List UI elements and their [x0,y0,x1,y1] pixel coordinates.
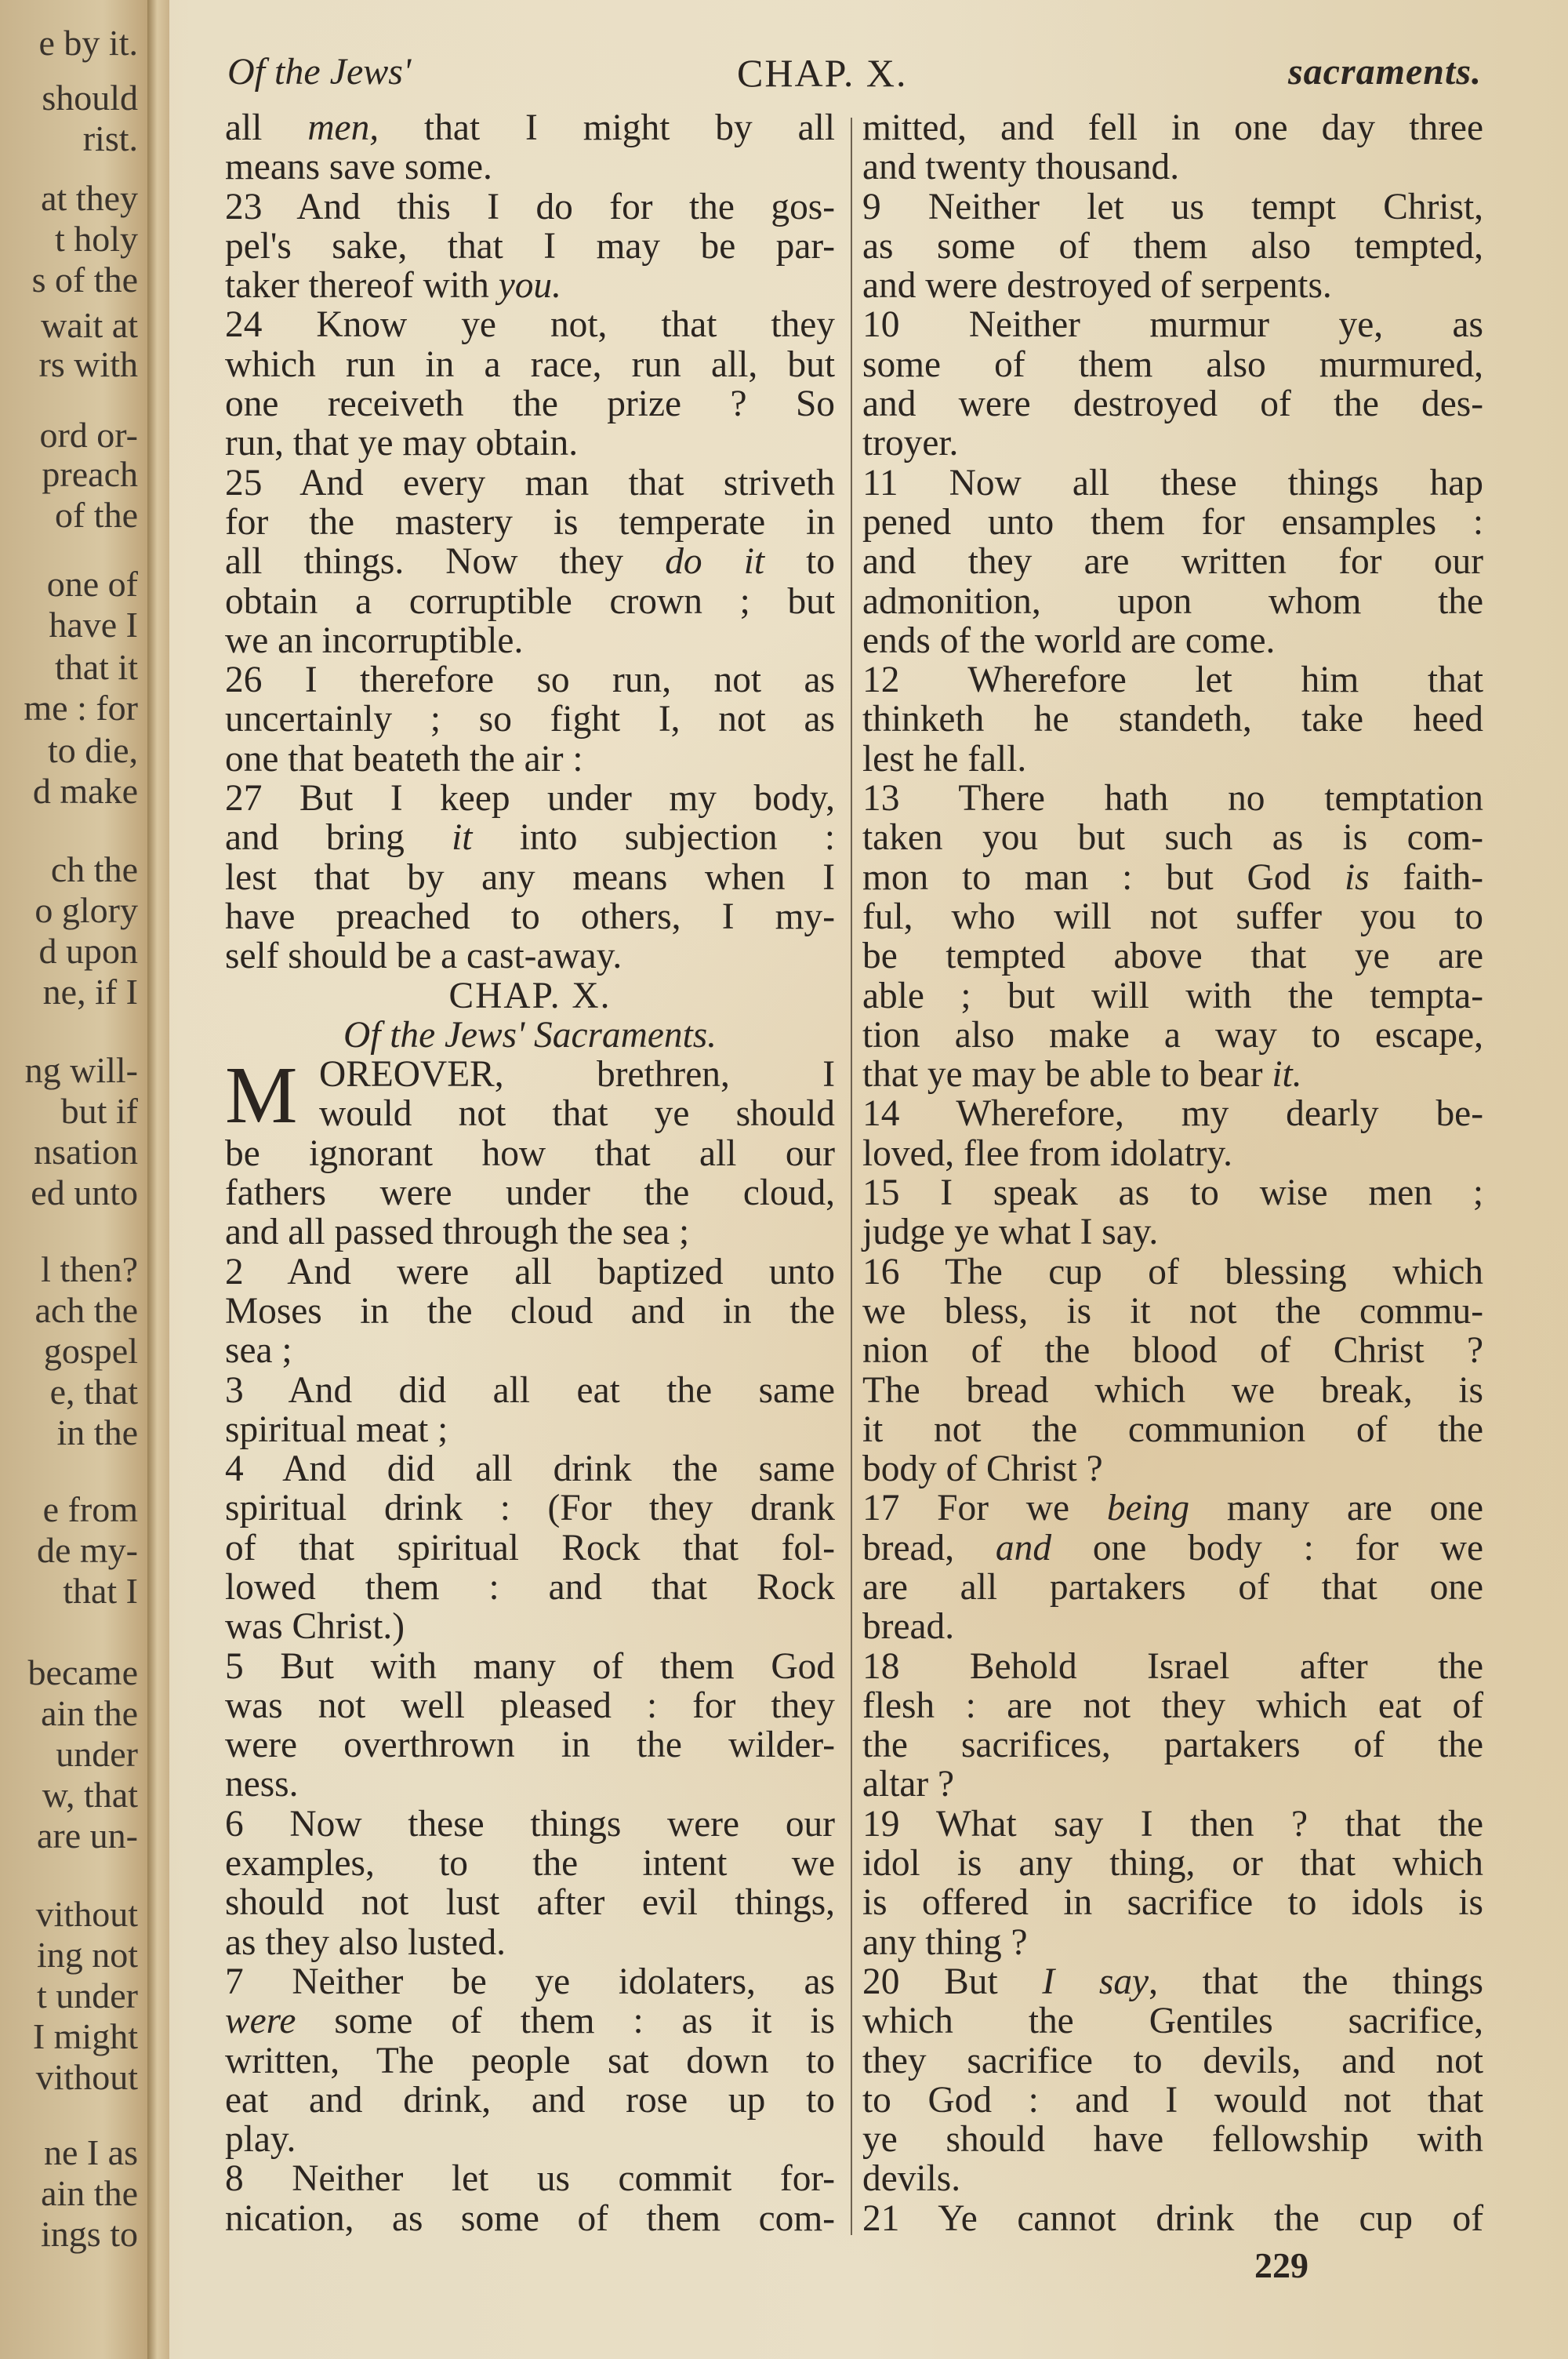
previous-page-line: t holy [54,219,138,259]
previous-page-line: ings to [41,2214,138,2254]
previous-page-line: w, that [42,1775,138,1815]
text-line: ful, who will not suffer you to [862,896,1483,937]
text-line: thinketh he standeth, take heed [862,699,1483,740]
text-line: 8 Neither let us commit for- [225,2158,835,2200]
previous-page-line: s of the [31,260,138,300]
text-line: and were destroyed of the des- [862,383,1483,425]
drop-cap: M [225,1050,298,1141]
previous-page-line: ne I as [43,2132,138,2172]
book-gutter [147,0,169,2359]
text-line: judge ye what I say. [862,1212,1159,1253]
previous-page-line: in the [56,1412,138,1452]
text-line: eat and drink, and rose up to [225,2079,835,2121]
previous-page-line: preach [42,454,138,494]
text-line: 9 Neither let us tempt Christ, [862,186,1483,227]
previous-page-line: d upon [38,931,138,971]
text-line: is offered in sacrifice to idols is [862,1882,1483,1924]
text-line: body of Christ ? [862,1448,1103,1490]
previous-page-line: e, that [49,1372,138,1412]
text-line: 21 Ye cannot drink the cup of [862,2197,1483,2239]
left-column [225,108,835,2238]
page-number: 229 [1254,2245,1308,2285]
text-line: altar ? [862,1764,955,1805]
text-line: The bread which we break, is [862,1369,1483,1411]
text-line: all men, that I might by all [225,107,835,148]
text-line: they sacrifice to devils, and not [862,2040,1483,2081]
text-line: 26 I therefore so run, not as [225,660,835,701]
text-line: be tempted above that ye are [862,936,1483,977]
text-line: 12 Wherefore let him that [862,660,1483,701]
text-line: able ; but will with the tempta- [862,975,1483,1016]
previous-page-line: under [56,1734,138,1774]
text-line: mitted, and fell in one day three [862,107,1483,148]
text-line: lowed them : and that Rock [225,1566,835,1608]
text-line: 14 Wherefore, my dearly be- [862,1093,1483,1135]
text-line: the sacrifices, partakers of the [862,1725,1483,1766]
text-line: examples, to the intent we [225,1843,835,1885]
column-rule [851,118,852,2235]
text-line: pel's sake, that I may be par- [225,225,835,267]
chapter-heading: CHAP. X. [448,975,612,1016]
text-line: have preached to others, I my- [225,896,835,937]
previous-page-line: rist. [82,118,138,158]
text-line: nion of the blood of Christ ? [862,1330,1483,1372]
text-line: of that spiritual Rock that fol- [225,1527,835,1568]
previous-page-line: ne, if I [42,972,138,1012]
previous-page-line: t under [36,1976,138,2016]
text-line: Moses in the cloud and in the [225,1290,835,1332]
text-line: 2 And were all baptized unto [225,1251,835,1292]
previous-page-line: e from [42,1489,138,1529]
previous-page-line: de my- [36,1530,138,1570]
text-line: was Christ.) [225,1606,405,1648]
text-line: 11 Now all these things hap [862,462,1483,503]
text-line: 3 And did all eat the same [225,1369,835,1411]
text-line: all things. Now they do it to [225,541,835,583]
text-line: that ye may be able to bear it. [862,1054,1302,1096]
text-line: 24 Know ye not, that they [225,304,835,346]
text-line: we an incorruptible. [225,620,524,661]
previous-page-line: but if [60,1091,138,1131]
previous-page-line: ch the [50,849,138,889]
text-line: 20 But I say, that the things [862,1961,1483,2002]
previous-page-line: are un- [37,1816,138,1856]
previous-page-line: became [27,1652,138,1692]
text-line: ness. [225,1764,299,1805]
chapter-subtitle: Of the Jews' Sacraments. [343,1014,717,1056]
text-line: 18 Behold Israel after the [862,1645,1483,1687]
text-line: troyer. [862,423,959,464]
previous-page-line: l then? [41,1249,138,1289]
text-line: ends of the world are come. [862,620,1276,661]
text-line: as they also lusted. [225,1921,506,1963]
text-line: to God : and I would not that [862,2079,1483,2121]
previous-page-line: at they [41,178,138,218]
text-line: for the mastery is temperate in [225,501,835,543]
previous-page-line: to die, [48,730,138,770]
text-line: taker thereof with you. [225,265,561,307]
text-line: admonition, upon whom the [862,580,1483,622]
text-line: 13 There hath no temptation [862,778,1483,820]
text-line: uncertainly ; so fight I, not as [225,699,835,740]
previous-page-line: have I [49,605,138,645]
text-line: 19 What say I then ? that the [862,1803,1483,1845]
previous-page-line: wait at [41,305,138,345]
text-line: means save some. [225,147,492,188]
text-line: nication, as some of them com- [225,2197,835,2239]
previous-page-line: vithout [35,1894,138,1934]
text-line: 7 Neither be ye idolaters, as [225,1961,835,2002]
text-line: 27 But I keep under my body, [225,778,835,820]
text-line: tion also make a way to escape, [862,1014,1483,1056]
text-line: flesh : are not they which eat of [862,1685,1483,1726]
text-line: idol is any thing, or that which [862,1843,1483,1885]
text-line: devils. [862,2158,961,2200]
text-line: run, that ye may obtain. [225,423,579,464]
previous-page-line: should [42,78,138,118]
previous-page-line: d make [32,771,138,811]
text-line: written, The people sat down to [225,2040,835,2081]
previous-page-line: ord or- [39,415,138,455]
running-title-left: Of the Jews' [227,51,412,93]
text-line: which the Gentiles sacrifice, [862,2001,1483,2042]
text-line: 10 Neither murmur ye, as [862,304,1483,346]
previous-page-line: I might [32,2016,138,2056]
text-line: mon to man : but God is faith- [862,856,1483,898]
text-line: bread, and one body : for we [862,1527,1483,1568]
text-line: pened unto them for ensamples : [862,501,1483,543]
text-line: bread. [862,1606,955,1648]
text-line: one that beateth the air : [225,738,583,780]
text-line: loved, flee from idolatry. [862,1132,1232,1174]
previous-page-line: gospel [43,1331,138,1371]
text-line: self should be a cast-away. [225,936,622,977]
text-line: some of them also murmured, [862,343,1483,385]
text-line: as some of them also tempted, [862,225,1483,267]
text-line: was not well pleased : for they [225,1685,835,1726]
text-line: should not lust after evil things, [225,1882,835,1924]
text-line: lest he fall. [862,738,1027,780]
text-line: be ignorant how that all our [225,1132,835,1174]
previous-page-line: ng will- [24,1050,138,1090]
previous-page-line: rs with [38,344,138,384]
text-line: play. [225,2119,296,2161]
text-line: fathers were under the cloud, [225,1172,835,1214]
text-line: and twenty thousand. [862,147,1180,188]
previous-page-line: me : for [24,688,138,728]
right-column [862,108,1483,2238]
text-line: OREOVER, brethren, I [319,1054,835,1096]
text-line: sea ; [225,1330,292,1372]
text-line: 23 And this I do for the gos- [225,186,835,227]
previous-page-line: ain the [41,1693,138,1733]
text-line: it not the communion of the [862,1408,1483,1450]
previous-page-line: that I [63,1571,138,1611]
previous-page-line: vithout [35,2057,138,2097]
text-line: are all partakers of that one [862,1566,1483,1608]
previous-page-line: of the [54,495,138,535]
previous-page-line: nsation [34,1132,138,1172]
text-line: one receiveth the prize ? So [225,383,835,425]
text-line: would not that ye should [319,1093,835,1135]
text-line: and were destroyed of serpents. [862,265,1332,307]
text-line: spiritual drink : (For they drank [225,1488,835,1529]
running-title-right: sacraments. [1287,51,1482,93]
text-line: which run in a race, run all, but [225,343,835,385]
text-line: 25 And every man that striveth [225,462,835,503]
running-header [227,50,1482,105]
text-line: 15 I speak as to wise men ; [862,1172,1483,1214]
text-line: any thing ? [862,1921,1028,1963]
text-line: obtain a corruptible crown ; but [225,580,835,622]
previous-page-line: ing not [36,1935,138,1975]
previous-page-line: ed unto [31,1172,138,1212]
text-line: 4 And did all drink the same [225,1448,835,1490]
text-line: ye should have fellowship with [862,2119,1483,2161]
previous-page-line: e by it. [38,23,138,63]
previous-page-edge [0,0,147,2359]
text-line: were some of them : as it is [225,2001,835,2042]
previous-page-line: ain the [41,2173,138,2213]
text-line: and they are written for our [862,541,1483,583]
text-line: and bring it into subjection : [225,817,835,859]
previous-page-line: one of [46,564,138,604]
text-line: 16 The cup of blessing which [862,1251,1483,1292]
text-line: 5 But with many of them God [225,1645,835,1687]
previous-page-line: o glory [34,890,138,930]
running-chapter: CHAP. X. [737,51,908,95]
previous-page-line: that it [54,647,138,687]
text-line: 6 Now these things were our [225,1803,835,1845]
text-line: spiritual meat ; [225,1408,448,1450]
text-line: we bless, is it not the commu- [862,1290,1483,1332]
text-line: taken you but such as is com- [862,817,1483,859]
previous-page-line: ach the [34,1290,138,1330]
text-line: 17 For we being many are one [862,1488,1483,1529]
text-line: and all passed through the sea ; [225,1212,690,1253]
text-line: were overthrown in the wilder- [225,1725,835,1766]
text-line: lest that by any means when I [225,856,835,898]
